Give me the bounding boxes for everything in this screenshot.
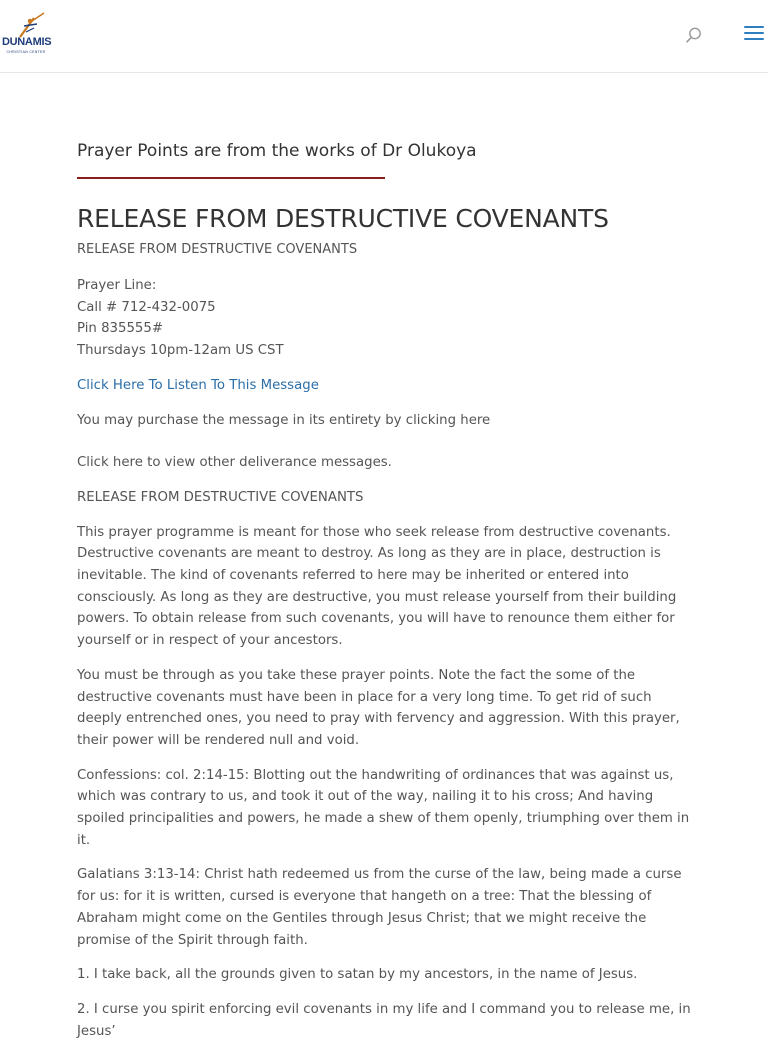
scripture-paragraph: Galatians 3:13-14: Christ hath redeemed us from the curse of the law, being made a curse for us: for it is written, cursed is everyone that hangeth on a tree: That the blessing of Abraham might come on the Gentiles through Jesus Christ; that we might receive the promise of the Spirit through faith. [77, 867, 682, 948]
page-title: RELEASE FROM DESTRUCTIVE COVENANTS [77, 204, 609, 233]
body-paragraph: This prayer programme is meant for those who seek release from destructive covenants. Destructive covenants are meant to destroy. As long as they are in place, destruction is inevitable. The kind of covenants referred to here may be inherited or entered into consciously. As long as they are destructive, you must release yourself from their building powers. To obtain release from such covenants, you will have to renounce them either for yourself or in respect of your ancestors. [77, 524, 677, 649]
confession-paragraph: Confessions: col. 2:14-15: Blotting out the handwriting of ordinances that was against us, which was contrary to us, and took it out of the way, nailing it to his cross; And having spoiled principalities and powers, he made a shew of them openly, triumphing over them in it. [77, 767, 690, 848]
other-messages-text[interactable]: Click here to view other deliverance messages. [77, 455, 392, 471]
hamburger-menu-icon[interactable] [744, 26, 764, 42]
page-subtitle: RELEASE FROM DESTRUCTIVE COVENANTS [77, 242, 358, 257]
prayer-point: 2. I curse you spirit enforcing evil covenants in my life and I command you to release me, in Jesus’ [77, 1001, 691, 1039]
prayer-line-pin: Pin 835555# [77, 321, 163, 337]
prayer-line-time: Thursdays 10pm-12am US CST [77, 343, 284, 359]
site-logo[interactable] [2, 12, 50, 58]
listen-message-link[interactable]: Click Here To Listen To This Message [77, 377, 319, 393]
prayer-point: 1. I take back, all the grounds given to satan by my ancestors, in the name of Jesus. [77, 967, 638, 983]
search-icon[interactable] [685, 26, 703, 44]
prayer-line-label: Prayer Line: [77, 278, 157, 293]
heading-divider [77, 177, 385, 179]
logo-emblem-icon [10, 12, 50, 38]
prayer-line-call: Call # 712-432-0075 [77, 299, 216, 315]
logo-subtext: CHRISTIAN CENTER [6, 50, 46, 54]
prayer-line-info [77, 275, 693, 362]
logo-text: DUNAMIS [2, 36, 52, 48]
section-heading: RELEASE FROM DESTRUCTIVE COVENANTS [77, 489, 364, 505]
intro-heading: Prayer Points are from the works of Dr Olukoya [77, 141, 477, 161]
site-header [0, 0, 768, 73]
main-content [77, 138, 693, 1042]
body-paragraph: You must be through as you take these prayer points. Note the fact the some of the destructive covenants must have been in place for a very long time. To get rid of such deeply entrenched ones, you need to pray with fervency and aggression. With this prayer, their power will be rendered null and void. [77, 667, 680, 748]
purchase-text[interactable]: You may purchase the message in its entirety by clicking here [77, 412, 491, 428]
